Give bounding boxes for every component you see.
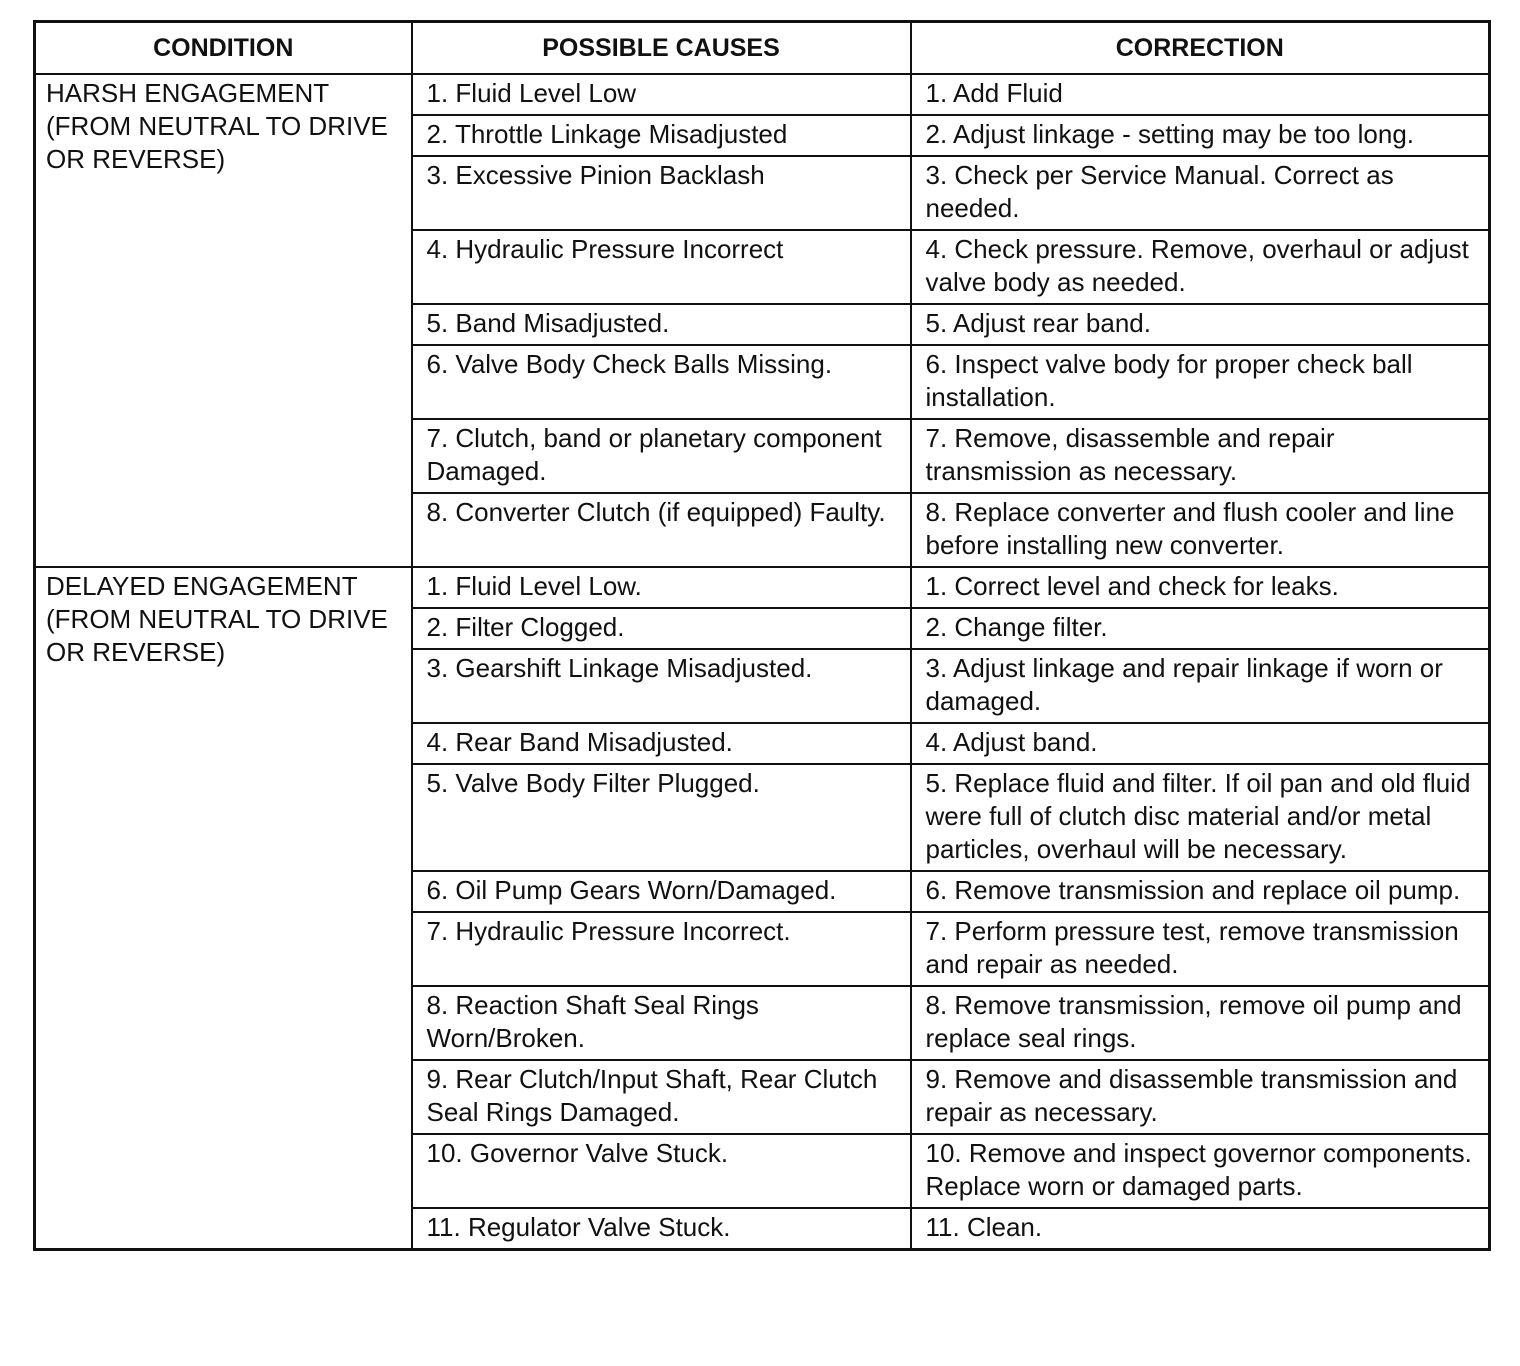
correction-cell: 2. Adjust linkage - setting may be too long. — [911, 115, 1490, 156]
cause-cell: 9. Rear Clutch/Input Shaft, Rear Clutch Seal Rings Damaged. — [412, 1060, 911, 1134]
correction-cell: 11. Clean. — [911, 1208, 1490, 1250]
condition-cell: DELAYED ENGAGEMENT (FROM NEUTRAL TO DRIVE OR REVERSE) — [35, 567, 412, 1250]
correction-cell: 8. Remove transmission, remove oil pump and replace seal rings. — [911, 986, 1490, 1060]
correction-cell: 2. Change filter. — [911, 608, 1490, 649]
correction-cell: 1. Add Fluid — [911, 74, 1490, 115]
table-row — [35, 74, 1490, 115]
correction-cell: 7. Perform pressure test, remove transmission and repair as needed. — [911, 912, 1490, 986]
header-condition: CONDITION — [35, 22, 412, 75]
correction-cell: 8. Replace converter and flush cooler and line before installing new converter. — [911, 493, 1490, 567]
cause-cell: 6. Oil Pump Gears Worn/Damaged. — [412, 871, 911, 912]
correction-cell: 1. Correct level and check for leaks. — [911, 567, 1490, 608]
cause-cell: 1. Fluid Level Low. — [412, 567, 911, 608]
cause-cell: 3. Excessive Pinion Backlash — [412, 156, 911, 230]
correction-cell: 6. Inspect valve body for proper check ball installation. — [911, 345, 1490, 419]
cause-cell: 6. Valve Body Check Balls Missing. — [412, 345, 911, 419]
cause-cell: 7. Clutch, band or planetary component Damaged. — [412, 419, 911, 493]
cause-cell: 8. Reaction Shaft Seal Rings Worn/Broken. — [412, 986, 911, 1060]
header-correction: CORRECTION — [911, 22, 1490, 75]
cause-cell: 5. Valve Body Filter Plugged. — [412, 764, 911, 871]
cause-cell: 1. Fluid Level Low — [412, 74, 911, 115]
diagnosis-page — [33, 20, 1488, 1251]
correction-cell: 5. Replace fluid and filter. If oil pan and old fluid were full of clutch disc material and/or metal particles, overhaul will be necessary. — [911, 764, 1490, 871]
correction-cell: 3. Check per Service Manual. Correct as needed. — [911, 156, 1490, 230]
cause-cell: 7. Hydraulic Pressure Incorrect. — [412, 912, 911, 986]
header-possible-causes: POSSIBLE CAUSES — [412, 22, 911, 75]
cause-cell: 3. Gearshift Linkage Misadjusted. — [412, 649, 911, 723]
cause-cell: 2. Throttle Linkage Misadjusted — [412, 115, 911, 156]
correction-cell: 3. Adjust linkage and repair linkage if worn or damaged. — [911, 649, 1490, 723]
cause-cell: 2. Filter Clogged. — [412, 608, 911, 649]
correction-cell: 9. Remove and disassemble transmission and repair as necessary. — [911, 1060, 1490, 1134]
correction-cell: 4. Adjust band. — [911, 723, 1490, 764]
cause-cell: 11. Regulator Valve Stuck. — [412, 1208, 911, 1250]
cause-cell: 5. Band Misadjusted. — [412, 304, 911, 345]
correction-cell: 7. Remove, disassemble and repair transmission as necessary. — [911, 419, 1490, 493]
cause-cell: 8. Converter Clutch (if equipped) Faulty. — [412, 493, 911, 567]
cause-cell: 10. Governor Valve Stuck. — [412, 1134, 911, 1208]
correction-cell: 5. Adjust rear band. — [911, 304, 1490, 345]
correction-cell: 10. Remove and inspect governor components. Replace worn or damaged parts. — [911, 1134, 1490, 1208]
cause-cell: 4. Hydraulic Pressure Incorrect — [412, 230, 911, 304]
table-row — [35, 567, 1490, 608]
correction-cell: 4. Check pressure. Remove, overhaul or adjust valve body as needed. — [911, 230, 1490, 304]
header-row — [35, 22, 1490, 75]
diagnosis-table — [33, 20, 1491, 1251]
correction-cell: 6. Remove transmission and replace oil pump. — [911, 871, 1490, 912]
condition-cell: HARSH ENGAGEMENT (FROM NEUTRAL TO DRIVE OR REVERSE) — [35, 74, 412, 567]
cause-cell: 4. Rear Band Misadjusted. — [412, 723, 911, 764]
